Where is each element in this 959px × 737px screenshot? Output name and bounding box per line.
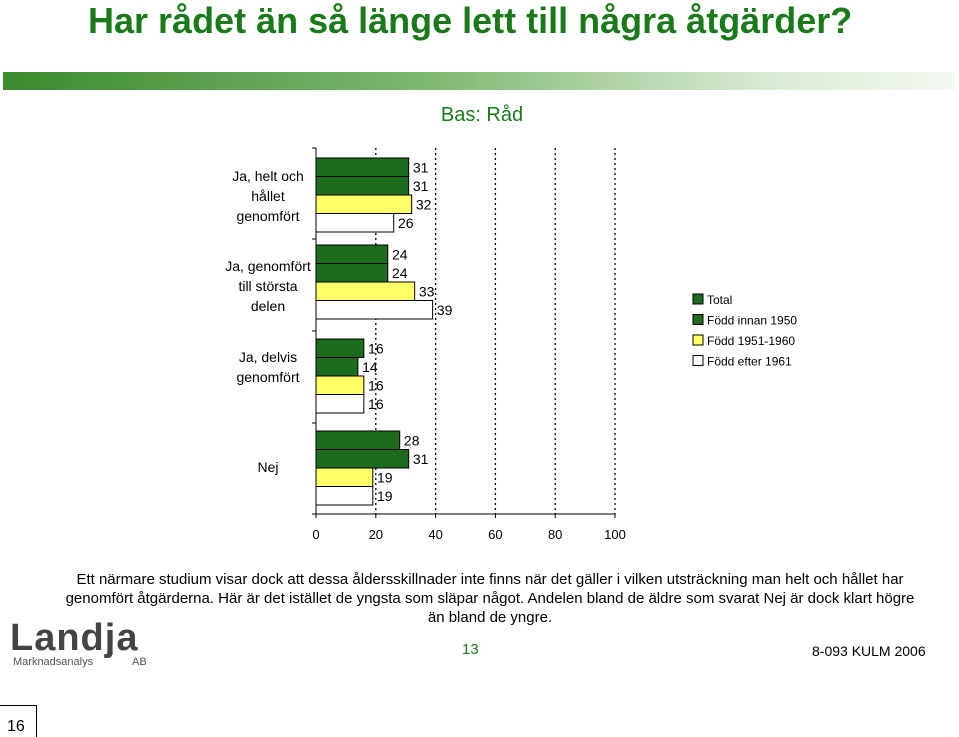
- category-labels: [225, 168, 311, 475]
- logo-ab: AB: [132, 656, 147, 668]
- category-label: Ja, helt och: [232, 168, 304, 184]
- category-label: till största: [238, 278, 298, 294]
- bar-3-3: [316, 487, 373, 506]
- bar-0-2: [316, 195, 412, 214]
- bar-0-0: [316, 158, 409, 177]
- bar-value-label: 39: [436, 301, 453, 318]
- x-tick-label-80: 80: [547, 527, 563, 542]
- x-tick-labels: [312, 527, 625, 542]
- bar-2-0: [316, 339, 364, 358]
- bar-0-3: [316, 214, 394, 233]
- bar-value-label: 32: [415, 196, 432, 213]
- legend-swatch-0: [693, 294, 703, 304]
- category-label: genomfört: [236, 369, 300, 385]
- bar-value-label: 19: [377, 469, 393, 486]
- bar-1-3: [316, 301, 433, 320]
- bar-3-1: [316, 450, 409, 469]
- logo-text: Landja: [10, 617, 139, 659]
- legend-label-0: Total: [707, 293, 733, 307]
- bar-3-0: [316, 431, 400, 450]
- category-label: genomfört: [236, 208, 300, 224]
- bar-value-label: 24: [391, 264, 408, 281]
- x-tick-label-60: 60: [488, 527, 503, 542]
- body-text: Ett närmare studium visar dock att dessa åldersskillnader inte finns när det gäller i vilken utsträckning man helt och hållet har genomfört åtgärderna. Här är det istället de yngsta som släpar något. Andelen bland de äldre som svarat Nej är dock klart högre än bland de yngre.: [65, 571, 915, 626]
- legend-label-3: Född efter 1961: [707, 354, 792, 369]
- bar-1-2: [316, 282, 415, 301]
- bar-value-label: 16: [368, 377, 384, 394]
- category-label: delen: [250, 298, 286, 314]
- footer-code: 8-093 KULM 2006: [812, 643, 926, 659]
- bar-0-1: [316, 177, 409, 196]
- bar-value-label: 33: [418, 283, 435, 300]
- slide-title: Har rådet än så länge lett till några åtgärder?: [88, 0, 853, 41]
- chart-title: Bas: Råd: [440, 104, 524, 126]
- bar-value-label: 24: [391, 246, 408, 263]
- landja-logo: [10, 618, 150, 670]
- bar-value-label: 31: [412, 450, 429, 467]
- bar-1-0: [316, 245, 388, 264]
- x-tick-label-100: 100: [604, 527, 626, 542]
- bar-2-3: [316, 395, 364, 414]
- bar-value-label: 16: [368, 395, 384, 412]
- category-label: Ja, delvis: [238, 349, 298, 365]
- bar-value-label: 31: [412, 177, 429, 194]
- bar-1-1: [316, 264, 388, 283]
- category-label: hållet: [251, 188, 285, 204]
- bar-value-label: 28: [403, 432, 420, 449]
- legend: [693, 293, 797, 369]
- legend-label-2: Född 1951-1960: [707, 334, 796, 348]
- bar-value-label: 16: [368, 340, 384, 357]
- category-label: Ja, genomfört: [225, 258, 311, 274]
- category-label: Nej: [257, 459, 279, 475]
- corner-number: 16: [7, 718, 25, 735]
- logo-subtext: Marknadsanalys: [13, 656, 94, 668]
- bar-value-label: 26: [397, 214, 414, 231]
- bar-2-1: [316, 358, 358, 377]
- bar-2-2: [316, 376, 364, 395]
- legend-swatch-2: [693, 335, 703, 345]
- legend-swatch-1: [693, 315, 703, 325]
- x-tick-label-0: 0: [312, 527, 320, 542]
- bar-3-2: [316, 468, 373, 487]
- bar-value-label: 14: [362, 358, 378, 375]
- bar-value-label: 19: [377, 487, 393, 504]
- legend-swatch-3: [693, 356, 703, 366]
- x-tick-label-40: 40: [428, 527, 443, 542]
- x-tick-label-20: 20: [368, 527, 384, 542]
- legend-label-1: Född innan 1950: [707, 313, 798, 328]
- bars: [316, 158, 453, 505]
- page-number: 13: [462, 641, 479, 658]
- bar-value-label: 31: [412, 159, 429, 176]
